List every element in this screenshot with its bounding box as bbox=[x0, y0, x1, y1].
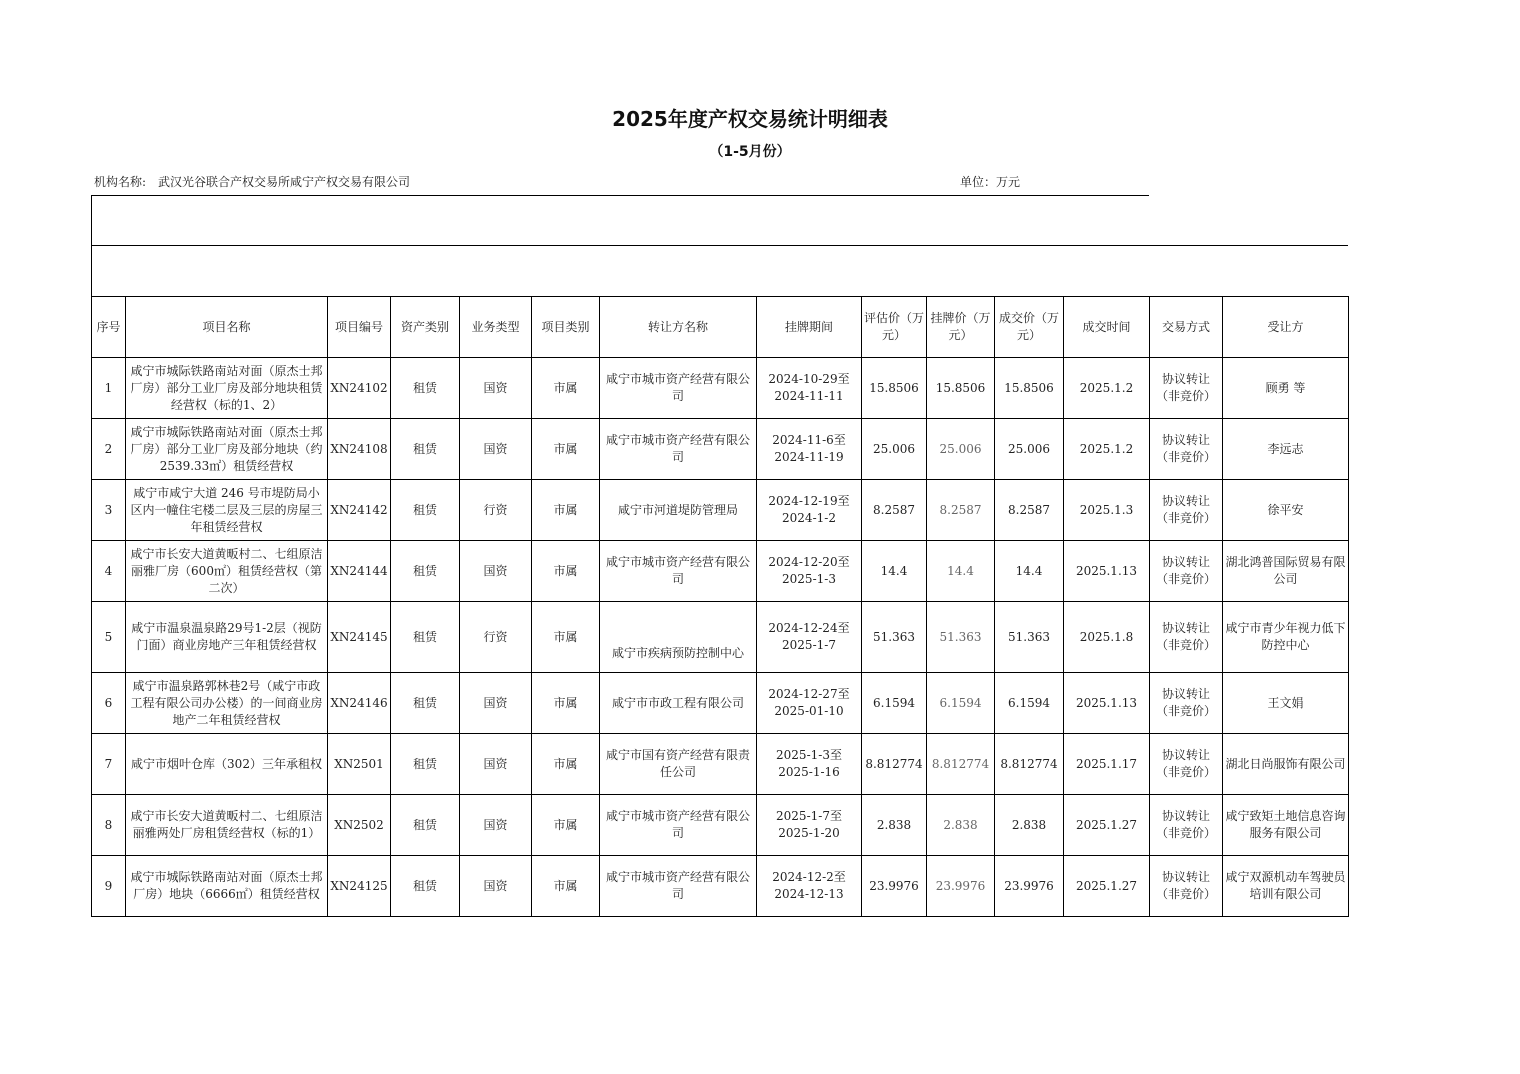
asset-type: 租赁 bbox=[391, 419, 460, 480]
trade-method: 协议转让（非竞价） bbox=[1150, 358, 1223, 419]
listing-period: 2025-1-7至2025-1-20 bbox=[757, 795, 862, 856]
buyer-name: 顾勇 等 bbox=[1223, 358, 1349, 419]
deal-price: 25.006 bbox=[995, 419, 1064, 480]
project-name: 咸宁市城际铁路南站对面（原杰士邦厂房）部分工业厂房及部分地块租赁经营权（标的1、2） bbox=[126, 358, 328, 419]
table-row bbox=[92, 480, 1349, 541]
seller-name: 咸宁市城市资产经营有限公司 bbox=[600, 419, 757, 480]
project-category: 市属 bbox=[532, 358, 600, 419]
project-category: 市属 bbox=[532, 734, 600, 795]
header-cell: 项目类别 bbox=[532, 297, 600, 358]
deal-price: 2.838 bbox=[995, 795, 1064, 856]
evaluation-price: 25.006 bbox=[862, 419, 927, 480]
org-line bbox=[94, 173, 410, 190]
deal-price: 14.4 bbox=[995, 541, 1064, 602]
table-row bbox=[92, 795, 1349, 856]
table-header-row bbox=[92, 297, 1349, 358]
row-number: 9 bbox=[92, 856, 126, 917]
row-number: 3 bbox=[92, 480, 126, 541]
deal-date: 2025.1.27 bbox=[1064, 856, 1150, 917]
project-name: 咸宁市城际铁路南站对面（原杰士邦厂房）部分工业厂房及部分地块（约2539.33㎡）租赁经营权 bbox=[126, 419, 328, 480]
project-name: 咸宁市咸宁大道 246 号市堤防局小区内一幢住宅楼二层及三层的房屋三年租赁经营权 bbox=[126, 480, 328, 541]
header-cell: 成交价（万元） bbox=[995, 297, 1064, 358]
business-type: 国资 bbox=[460, 673, 532, 734]
header-cell: 序号 bbox=[92, 297, 126, 358]
listing-price: 51.363 bbox=[927, 602, 995, 673]
header-cell: 挂牌期间 bbox=[757, 297, 862, 358]
buyer-name: 咸宁致矩土地信息咨询服务有限公司 bbox=[1223, 795, 1349, 856]
project-category: 市属 bbox=[532, 856, 600, 917]
evaluation-price: 2.838 bbox=[862, 795, 927, 856]
business-type: 国资 bbox=[460, 541, 532, 602]
listing-period: 2024-12-19至2024-1-2 bbox=[757, 480, 862, 541]
evaluation-price: 8.812774 bbox=[862, 734, 927, 795]
buyer-name: 咸宁市青少年视力低下防控中心 bbox=[1223, 602, 1349, 673]
project-code: XN24142 bbox=[328, 480, 391, 541]
project-name: 咸宁市城际铁路南站对面（原杰士邦厂房）地块（6666㎡）租赁经营权 bbox=[126, 856, 328, 917]
evaluation-price: 6.1594 bbox=[862, 673, 927, 734]
trade-method: 协议转让（非竞价） bbox=[1150, 856, 1223, 917]
listing-period: 2024-12-27至2025-01-10 bbox=[757, 673, 862, 734]
listing-period: 2024-11-6至2024-11-19 bbox=[757, 419, 862, 480]
buyer-name: 咸宁双源机动车驾驶员培训有限公司 bbox=[1223, 856, 1349, 917]
table-row bbox=[92, 602, 1349, 673]
deal-date: 2025.1.13 bbox=[1064, 673, 1150, 734]
row-number: 6 bbox=[92, 673, 126, 734]
deal-date: 2025.1.27 bbox=[1064, 795, 1150, 856]
listing-price: 8.2587 bbox=[927, 480, 995, 541]
table-row bbox=[92, 419, 1349, 480]
buyer-name: 湖北鸿普国际贸易有限公司 bbox=[1223, 541, 1349, 602]
frame-line-left bbox=[91, 195, 92, 297]
listing-period: 2025-1-3至2025-1-16 bbox=[757, 734, 862, 795]
seller-name: 咸宁市国有资产经营有限责任公司 bbox=[600, 734, 757, 795]
seller-name: 咸宁市市政工程有限公司 bbox=[600, 673, 757, 734]
asset-type: 租赁 bbox=[391, 480, 460, 541]
deal-date: 2025.1.13 bbox=[1064, 541, 1150, 602]
evaluation-price: 14.4 bbox=[862, 541, 927, 602]
header-cell: 成交时间 bbox=[1064, 297, 1150, 358]
project-category: 市属 bbox=[532, 419, 600, 480]
buyer-name: 徐平安 bbox=[1223, 480, 1349, 541]
seller-name: 咸宁市城市资产经营有限公司 bbox=[600, 795, 757, 856]
listing-price: 15.8506 bbox=[927, 358, 995, 419]
asset-type: 租赁 bbox=[391, 795, 460, 856]
listing-price: 23.9976 bbox=[927, 856, 995, 917]
row-number: 2 bbox=[92, 419, 126, 480]
trade-method: 协议转让（非竞价） bbox=[1150, 602, 1223, 673]
business-type: 国资 bbox=[460, 419, 532, 480]
table-row bbox=[92, 358, 1349, 419]
buyer-name: 李远志 bbox=[1223, 419, 1349, 480]
header-cell: 业务类型 bbox=[460, 297, 532, 358]
org-label: 机构名称: bbox=[94, 175, 147, 189]
project-code: XN24146 bbox=[328, 673, 391, 734]
header-cell: 资产类别 bbox=[391, 297, 460, 358]
project-name: 咸宁市温泉路郭林巷2号（咸宁市政工程有限公司办公楼）的一间商业房地产二年租赁经营权 bbox=[126, 673, 328, 734]
listing-period: 2024-10-29至2024-11-11 bbox=[757, 358, 862, 419]
frame-line-top bbox=[91, 195, 1149, 196]
row-number: 1 bbox=[92, 358, 126, 419]
business-type: 国资 bbox=[460, 795, 532, 856]
deal-price: 6.1594 bbox=[995, 673, 1064, 734]
table-row bbox=[92, 734, 1349, 795]
project-category: 市属 bbox=[532, 602, 600, 673]
seller-name: 咸宁市疾病预防控制中心 bbox=[600, 602, 757, 673]
business-type: 国资 bbox=[460, 358, 532, 419]
business-type: 国资 bbox=[460, 734, 532, 795]
table-row bbox=[92, 856, 1349, 917]
evaluation-price: 23.9976 bbox=[862, 856, 927, 917]
project-code: XN24108 bbox=[328, 419, 391, 480]
project-category: 市属 bbox=[532, 541, 600, 602]
frame-line-mid bbox=[91, 245, 1348, 246]
project-code: XN2501 bbox=[328, 734, 391, 795]
deal-date: 2025.1.2 bbox=[1064, 358, 1150, 419]
table-row bbox=[92, 673, 1349, 734]
trade-method: 协议转让（非竞价） bbox=[1150, 419, 1223, 480]
trade-method: 协议转让（非竞价） bbox=[1150, 541, 1223, 602]
listing-period: 2024-12-20至2025-1-3 bbox=[757, 541, 862, 602]
header-cell: 受让方 bbox=[1223, 297, 1349, 358]
header-cell: 项目编号 bbox=[328, 297, 391, 358]
header-cell: 交易方式 bbox=[1150, 297, 1223, 358]
project-name: 咸宁市温泉温泉路29号1-2层（视防门面）商业房地产三年租赁经营权 bbox=[126, 602, 328, 673]
header-cell: 项目名称 bbox=[126, 297, 328, 358]
deal-price: 23.9976 bbox=[995, 856, 1064, 917]
project-category: 市属 bbox=[532, 673, 600, 734]
asset-type: 租赁 bbox=[391, 358, 460, 419]
trade-method: 协议转让（非竞价） bbox=[1150, 673, 1223, 734]
project-code: XN24102 bbox=[328, 358, 391, 419]
transaction-table bbox=[91, 296, 1349, 917]
seller-name: 咸宁市城市资产经营有限公司 bbox=[600, 541, 757, 602]
project-category: 市属 bbox=[532, 480, 600, 541]
project-code: XN2502 bbox=[328, 795, 391, 856]
deal-date: 2025.1.2 bbox=[1064, 419, 1150, 480]
buyer-name: 王文娟 bbox=[1223, 673, 1349, 734]
evaluation-price: 15.8506 bbox=[862, 358, 927, 419]
deal-price: 51.363 bbox=[995, 602, 1064, 673]
trade-method: 协议转让（非竞价） bbox=[1150, 480, 1223, 541]
business-type: 行资 bbox=[460, 480, 532, 541]
unit-label: 单位：万元 bbox=[960, 175, 1021, 189]
row-number: 4 bbox=[92, 541, 126, 602]
header-cell: 评估价（万元） bbox=[862, 297, 927, 358]
asset-type: 租赁 bbox=[391, 673, 460, 734]
asset-type: 租赁 bbox=[391, 541, 460, 602]
business-type: 国资 bbox=[460, 856, 532, 917]
asset-type: 租赁 bbox=[391, 856, 460, 917]
listing-price: 25.006 bbox=[927, 419, 995, 480]
project-name: 咸宁市长安大道黄畈村二、七组原洁丽雅厂房（600㎡）租赁经营权（第二次） bbox=[126, 541, 328, 602]
header-cell: 转让方名称 bbox=[600, 297, 757, 358]
asset-type: 租赁 bbox=[391, 734, 460, 795]
seller-name: 咸宁市河道堤防管理局 bbox=[600, 480, 757, 541]
row-number: 5 bbox=[92, 602, 126, 673]
evaluation-price: 8.2587 bbox=[862, 480, 927, 541]
project-name: 咸宁市长安大道黄畈村二、七组原洁丽雅两处厂房租赁经营权（标的1） bbox=[126, 795, 328, 856]
page-subtitle: （1-5月份） bbox=[709, 144, 791, 160]
header-cell: 挂牌价（万元） bbox=[927, 297, 995, 358]
listing-period: 2024-12-2至2024-12-13 bbox=[757, 856, 862, 917]
project-code: XN24125 bbox=[328, 856, 391, 917]
seller-name: 咸宁市城市资产经营有限公司 bbox=[600, 856, 757, 917]
page-title: 2025年度产权交易统计明细表 bbox=[612, 107, 888, 131]
deal-price: 8.812774 bbox=[995, 734, 1064, 795]
evaluation-price: 51.363 bbox=[862, 602, 927, 673]
row-number: 7 bbox=[92, 734, 126, 795]
deal-date: 2025.1.17 bbox=[1064, 734, 1150, 795]
listing-price: 14.4 bbox=[927, 541, 995, 602]
seller-name: 咸宁市城市资产经营有限公司 bbox=[600, 358, 757, 419]
project-category: 市属 bbox=[532, 795, 600, 856]
table-row bbox=[92, 541, 1349, 602]
listing-price: 2.838 bbox=[927, 795, 995, 856]
project-name: 咸宁市烟叶仓库（302）三年承租权 bbox=[126, 734, 328, 795]
asset-type: 租赁 bbox=[391, 602, 460, 673]
listing-price: 6.1594 bbox=[927, 673, 995, 734]
listing-period: 2024-12-24至2025-1-7 bbox=[757, 602, 862, 673]
business-type: 行资 bbox=[460, 602, 532, 673]
org-name: 武汉光谷联合产权交易所咸宁产权交易有限公司 bbox=[158, 175, 411, 189]
project-code: XN24145 bbox=[328, 602, 391, 673]
deal-date: 2025.1.3 bbox=[1064, 480, 1150, 541]
deal-date: 2025.1.8 bbox=[1064, 602, 1150, 673]
project-code: XN24144 bbox=[328, 541, 391, 602]
buyer-name: 湖北日尚服饰有限公司 bbox=[1223, 734, 1349, 795]
row-number: 8 bbox=[92, 795, 126, 856]
deal-price: 8.2587 bbox=[995, 480, 1064, 541]
deal-price: 15.8506 bbox=[995, 358, 1064, 419]
listing-price: 8.812774 bbox=[927, 734, 995, 795]
trade-method: 协议转让（非竞价） bbox=[1150, 734, 1223, 795]
trade-method: 协议转让（非竞价） bbox=[1150, 795, 1223, 856]
